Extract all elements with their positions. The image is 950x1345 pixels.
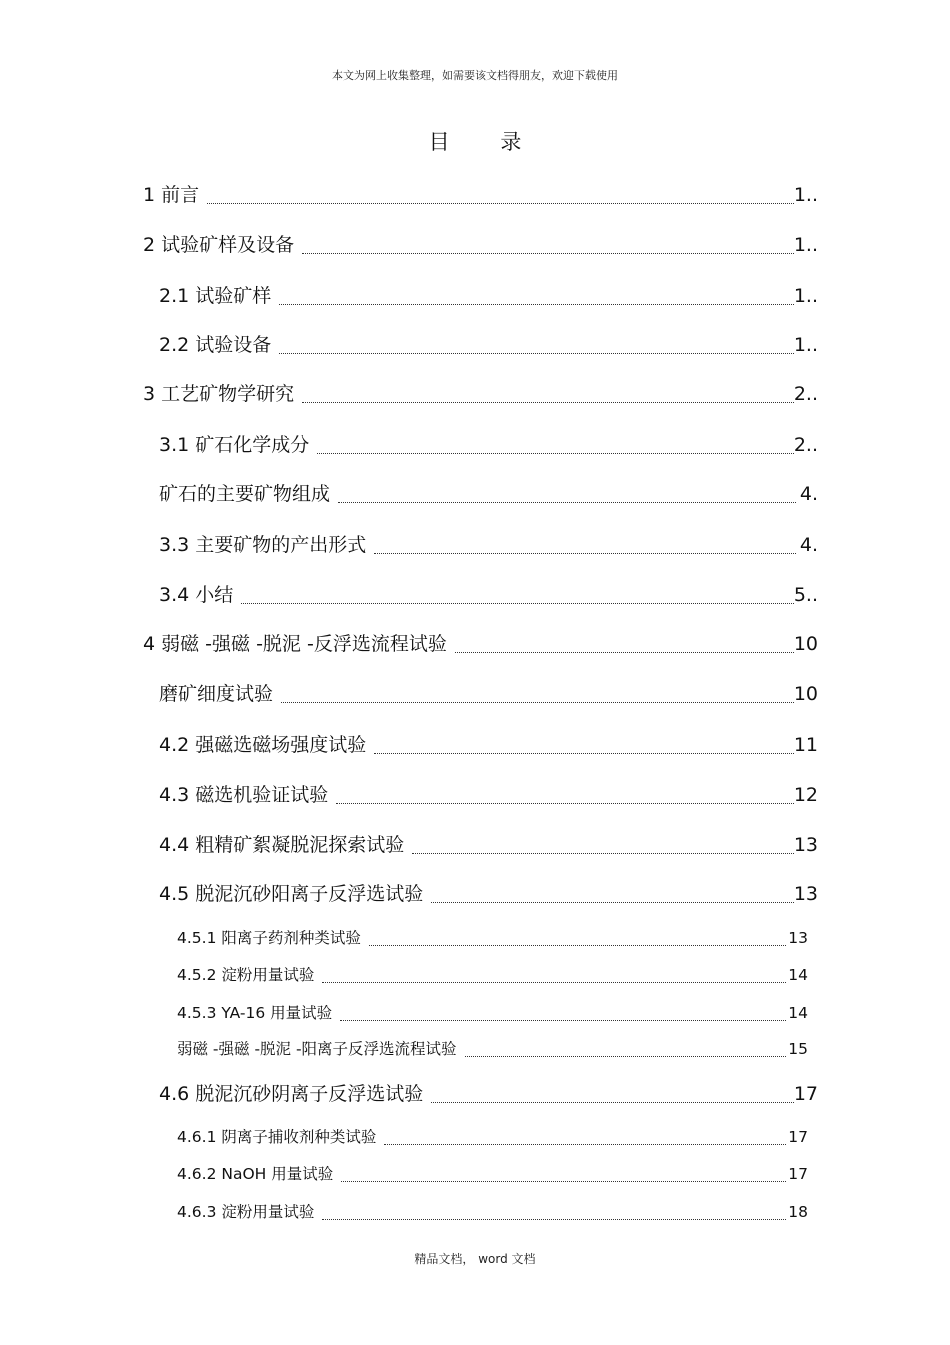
toc-entry-label: 4.5.2 淀粉用量试验 bbox=[177, 966, 315, 984]
toc-entry-page: 2.. bbox=[793, 383, 818, 405]
toc-entry-label: 4.4 粗精矿絮凝脱泥探索试验 bbox=[159, 834, 405, 856]
dot-leader bbox=[384, 1144, 786, 1145]
toc-entry-page: 15 bbox=[788, 1040, 808, 1058]
toc-entry-page: 4. bbox=[799, 483, 818, 505]
toc-title: 目 录 bbox=[428, 130, 544, 154]
toc-entry[interactable] bbox=[143, 230, 818, 257]
toc-entry[interactable] bbox=[177, 1125, 808, 1147]
toc-entry[interactable] bbox=[159, 1079, 818, 1106]
toc-entry-label: 1 前言 bbox=[143, 184, 200, 206]
dot-leader bbox=[465, 1056, 786, 1057]
toc-entry-page: 11 bbox=[793, 734, 818, 756]
dot-leader bbox=[336, 803, 794, 804]
toc-entry[interactable] bbox=[159, 730, 818, 757]
toc-entry[interactable] bbox=[177, 926, 808, 948]
toc-entry-page: 2.. bbox=[793, 434, 818, 456]
toc-entry-page: 14 bbox=[788, 1004, 808, 1022]
toc-entry-page: 1.. bbox=[793, 285, 818, 307]
dot-leader bbox=[322, 1219, 786, 1220]
toc-entry-page: 1.. bbox=[793, 334, 818, 356]
dot-leader bbox=[431, 902, 794, 903]
toc-entry-page: 13 bbox=[788, 929, 808, 947]
toc-entry-label: 2.2 试验设备 bbox=[159, 334, 272, 356]
toc-entry-label: 4.5 脱泥沉砂阳离子反浮选试验 bbox=[159, 883, 424, 905]
toc-entry-label: 3 工艺矿物学研究 bbox=[143, 383, 295, 405]
toc-entry-label: 4.6.1 阴离子捕收剂种类试验 bbox=[177, 1128, 377, 1146]
toc-entry[interactable] bbox=[159, 281, 818, 308]
toc-entry-page: 10 bbox=[793, 683, 818, 705]
toc-entry-page: 5.. bbox=[793, 584, 818, 606]
toc-entry-page: 17 bbox=[788, 1128, 808, 1146]
toc-entry-page: 17 bbox=[788, 1165, 808, 1183]
dot-leader bbox=[338, 502, 796, 503]
toc-entry-label: 3.4 小结 bbox=[159, 584, 234, 606]
toc-entry[interactable] bbox=[159, 530, 818, 557]
toc-entry-label: 2 试验矿样及设备 bbox=[143, 234, 295, 256]
toc-entry[interactable] bbox=[159, 479, 818, 506]
toc-entry[interactable] bbox=[159, 879, 818, 906]
dot-leader bbox=[207, 203, 794, 204]
dot-leader bbox=[374, 753, 794, 754]
dot-leader bbox=[279, 353, 794, 354]
toc-entry-page: 13 bbox=[793, 834, 818, 856]
toc-entry[interactable] bbox=[177, 1200, 808, 1222]
toc-entry[interactable] bbox=[159, 780, 818, 807]
toc-entry-label: 弱磁 -强磁 -脱泥 -阳离子反浮选流程试验 bbox=[177, 1040, 457, 1058]
dot-leader bbox=[317, 453, 794, 454]
dot-leader bbox=[322, 982, 786, 983]
toc-entry-label: 4 弱磁 -强磁 -脱泥 -反浮选流程试验 bbox=[143, 633, 447, 655]
toc-entry[interactable] bbox=[143, 629, 818, 656]
toc-entry[interactable] bbox=[143, 379, 818, 406]
toc-entry-page: 1.. bbox=[793, 184, 818, 206]
dot-leader bbox=[281, 702, 794, 703]
toc-entry[interactable] bbox=[159, 430, 818, 457]
page-footer: 精品文档， word 文档 bbox=[414, 1252, 536, 1266]
toc-entry[interactable] bbox=[177, 1037, 808, 1059]
dot-leader bbox=[374, 553, 796, 554]
dot-leader bbox=[302, 402, 794, 403]
toc-entry[interactable] bbox=[143, 180, 818, 207]
toc-entry-page: 17 bbox=[793, 1083, 818, 1105]
toc-entry-label: 4.6 脱泥沉砂阴离子反浮选试验 bbox=[159, 1083, 424, 1105]
dot-leader bbox=[340, 1020, 786, 1021]
toc-entry-label: 4.6.3 淀粉用量试验 bbox=[177, 1203, 315, 1221]
toc-entry-label: 4.3 磁选机验证试验 bbox=[159, 784, 329, 806]
toc-entry-label: 4.5.3 YA-16 用量试验 bbox=[177, 1004, 333, 1022]
toc-entry[interactable] bbox=[159, 679, 818, 706]
toc-entry-label: 3.1 矿石化学成分 bbox=[159, 434, 310, 456]
page-header: 本文为网上收集整理，如需要该文档得朋友，欢迎下载使用 bbox=[332, 69, 618, 82]
toc-entry-label: 3.3 主要矿物的产出形式 bbox=[159, 534, 367, 556]
toc-entry-page: 18 bbox=[788, 1203, 808, 1221]
toc-entry-label: 4.5.1 阳离子药剂种类试验 bbox=[177, 929, 361, 947]
toc-entry-label: 4.2 强磁选磁场强度试验 bbox=[159, 734, 367, 756]
dot-leader bbox=[455, 652, 794, 653]
dot-leader bbox=[369, 945, 786, 946]
dot-leader bbox=[302, 253, 794, 254]
toc-entry-label: 4.6.2 NaOH 用量试验 bbox=[177, 1165, 334, 1183]
dot-leader bbox=[431, 1102, 794, 1103]
dot-leader bbox=[241, 603, 794, 604]
toc-entry-label: 2.1 试验矿样 bbox=[159, 285, 272, 307]
toc-entry-label: 矿石的主要矿物组成 bbox=[159, 483, 331, 505]
toc-entry-page: 12 bbox=[793, 784, 818, 806]
toc-entry[interactable] bbox=[177, 1001, 808, 1023]
toc-entry-page: 13 bbox=[793, 883, 818, 905]
toc-entry[interactable] bbox=[159, 330, 818, 357]
dot-leader bbox=[341, 1181, 786, 1182]
toc-entry[interactable] bbox=[177, 1162, 808, 1184]
dot-leader bbox=[279, 304, 794, 305]
toc-entry-page: 10 bbox=[793, 633, 818, 655]
toc-entry-label: 磨矿细度试验 bbox=[159, 683, 274, 705]
toc-entry[interactable] bbox=[159, 580, 818, 607]
toc-entry-page: 14 bbox=[788, 966, 808, 984]
dot-leader bbox=[412, 853, 794, 854]
toc-entry[interactable] bbox=[177, 963, 808, 985]
toc-entry-page: 1.. bbox=[793, 234, 818, 256]
toc-entry-page: 4. bbox=[799, 534, 818, 556]
toc-entry[interactable] bbox=[159, 830, 818, 857]
